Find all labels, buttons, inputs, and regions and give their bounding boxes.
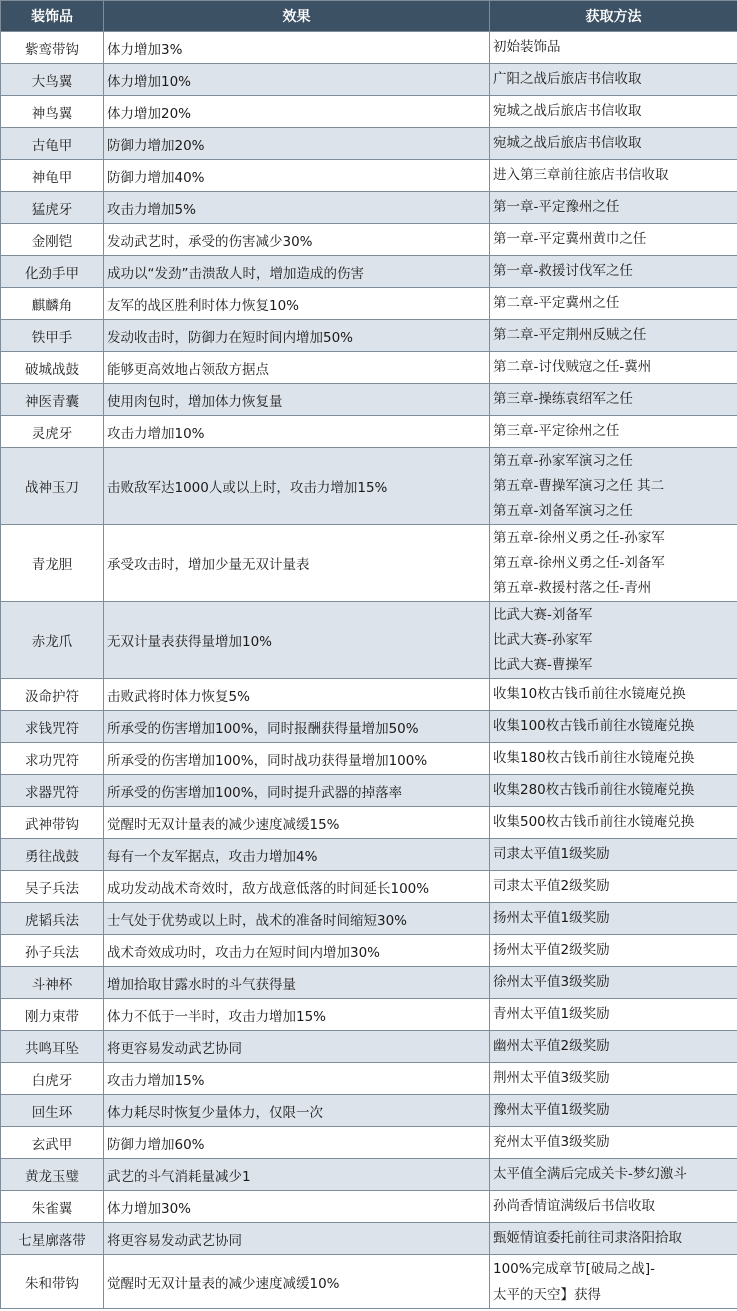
accessory-name: 神医青囊 xyxy=(1,384,104,416)
source-line: 第五章-曹操军演习之任 其二 xyxy=(493,477,665,494)
source-line: 广阳之战后旅店书信收取 xyxy=(493,71,642,87)
accessory-name: 求钱咒符 xyxy=(1,711,104,743)
source-line: 扬州太平值1级奖励 xyxy=(493,910,610,926)
table-row xyxy=(1,525,737,602)
accessory-source xyxy=(490,192,737,224)
accessory-name: 灵虎牙 xyxy=(1,416,104,448)
source-line: 收集180枚古钱币前往水镜庵兑换 xyxy=(493,750,695,766)
accessory-effect: 每有一个友军据点，攻击力增加4% xyxy=(104,839,490,871)
source-line: 100%完成章节[破局之战]- xyxy=(493,1260,655,1277)
table-row xyxy=(1,807,737,839)
accessory-source xyxy=(490,839,737,871)
table-row xyxy=(1,160,737,192)
accessory-source xyxy=(490,775,737,807)
source-line: 收集100枚古钱币前往水镜庵兑换 xyxy=(493,718,695,734)
source-line: 第二章-讨伐贼寇之任-冀州 xyxy=(493,359,652,375)
table-row xyxy=(1,192,737,224)
source-line: 第二章-平定荆州反贼之任 xyxy=(493,327,647,343)
accessory-name: 猛虎牙 xyxy=(1,192,104,224)
accessory-effect: 觉醒时无双计量表的减少速度减缓15% xyxy=(104,807,490,839)
accessory-effect: 击败武将时体力恢复5% xyxy=(104,679,490,711)
table-row xyxy=(1,775,737,807)
accessory-effect: 增加拾取甘露水时的斗气获得量 xyxy=(104,967,490,999)
accessory-effect: 使用肉包时，增加体力恢复量 xyxy=(104,384,490,416)
source-line: 青州太平值1级奖励 xyxy=(493,1006,610,1022)
table-row xyxy=(1,32,737,64)
accessory-effect: 所承受的伤害增加100%，同时提升武器的掉落率 xyxy=(104,775,490,807)
accessory-name: 求功咒符 xyxy=(1,743,104,775)
accessory-effect: 发动收击时，防御力在短时间内增加50% xyxy=(104,320,490,352)
accessory-source xyxy=(490,903,737,935)
accessory-effect: 所承受的伤害增加100%，同时战功获得量增加100% xyxy=(104,743,490,775)
header-source: 获取方法 xyxy=(490,1,737,32)
accessory-name: 斗神杯 xyxy=(1,967,104,999)
accessory-source xyxy=(490,96,737,128)
accessory-source xyxy=(490,935,737,967)
accessory-name: 铁甲手 xyxy=(1,320,104,352)
table-row xyxy=(1,1223,737,1255)
source-line: 第三章-操练袁绍军之任 xyxy=(493,391,633,407)
accessory-effect: 将更容易发动武艺协同 xyxy=(104,1223,490,1255)
source-line: 第二章-平定冀州之任 xyxy=(493,295,620,311)
source-line: 收集10枚古钱币前往水镜庵兑换 xyxy=(493,686,686,702)
accessory-name: 吴子兵法 xyxy=(1,871,104,903)
source-line: 孙尚香情谊满级后书信收取 xyxy=(493,1198,655,1214)
table-row xyxy=(1,679,737,711)
accessory-effect: 体力增加20% xyxy=(104,96,490,128)
source-line: 宛城之战后旅店书信收取 xyxy=(493,103,642,119)
accessory-source xyxy=(490,448,737,525)
accessory-effect: 发动武艺时，承受的伤害减少30% xyxy=(104,224,490,256)
accessory-effect: 攻击力增加10% xyxy=(104,416,490,448)
accessory-name: 白虎牙 xyxy=(1,1063,104,1095)
accessory-effect: 能够更高效地占领敌方据点 xyxy=(104,352,490,384)
source-line: 司隶太平值1级奖励 xyxy=(493,846,610,862)
source-line: 比武大赛-孙家军 xyxy=(493,631,593,648)
source-line: 比武大赛-曹操军 xyxy=(493,656,593,673)
accessory-effect: 体力不低于一半时，攻击力增加15% xyxy=(104,999,490,1031)
accessory-effect: 士气处于优势或以上时，战术的准备时间缩短30% xyxy=(104,903,490,935)
source-line: 徐州太平值3级奖励 xyxy=(493,974,610,990)
accessory-name: 紫鸾带钩 xyxy=(1,32,104,64)
accessory-name: 刚力束带 xyxy=(1,999,104,1031)
accessory-source xyxy=(490,320,737,352)
accessory-source xyxy=(490,1063,737,1095)
accessory-source xyxy=(490,743,737,775)
accessory-effect: 击败敌军达1000人或以上时，攻击力增加15% xyxy=(104,448,490,525)
accessory-effect: 体力增加10% xyxy=(104,64,490,96)
accessory-source xyxy=(490,999,737,1031)
accessory-effect: 攻击力增加15% xyxy=(104,1063,490,1095)
table-row xyxy=(1,903,737,935)
accessory-effect: 防御力增加40% xyxy=(104,160,490,192)
accessory-source xyxy=(490,256,737,288)
source-line: 豫州太平值1级奖励 xyxy=(493,1102,610,1118)
accessory-source xyxy=(490,384,737,416)
table-row xyxy=(1,1031,737,1063)
accessory-effect: 成功发动战术奇效时，敌方战意低落的时间延长100% xyxy=(104,871,490,903)
accessory-name: 玄武甲 xyxy=(1,1127,104,1159)
accessory-effect: 体力增加30% xyxy=(104,1191,490,1223)
accessory-name: 孙子兵法 xyxy=(1,935,104,967)
table-row xyxy=(1,935,737,967)
source-line: 比武大赛-刘备军 xyxy=(493,606,593,623)
accessory-source xyxy=(490,967,737,999)
accessory-source xyxy=(490,160,737,192)
table-body xyxy=(1,32,737,1309)
accessory-source xyxy=(490,807,737,839)
accessory-source xyxy=(490,711,737,743)
table-row xyxy=(1,96,737,128)
accessory-name: 朱和带钩 xyxy=(1,1255,104,1309)
accessory-name: 虎韬兵法 xyxy=(1,903,104,935)
accessory-name: 古龟甲 xyxy=(1,128,104,160)
accessory-name: 共鸣耳坠 xyxy=(1,1031,104,1063)
table-row xyxy=(1,871,737,903)
table-row xyxy=(1,602,737,679)
accessory-name: 黄龙玉璧 xyxy=(1,1159,104,1191)
accessory-name: 回生环 xyxy=(1,1095,104,1127)
accessory-source xyxy=(490,1031,737,1063)
table-row xyxy=(1,1159,737,1191)
accessory-source xyxy=(490,1127,737,1159)
source-line: 宛城之战后旅店书信收取 xyxy=(493,135,642,151)
accessory-source xyxy=(490,1255,737,1309)
accessory-source xyxy=(490,416,737,448)
header-accessory: 装饰品 xyxy=(1,1,104,32)
accessory-effect: 武艺的斗气消耗量减少1 xyxy=(104,1159,490,1191)
table-row xyxy=(1,384,737,416)
accessory-effect: 防御力增加20% xyxy=(104,128,490,160)
accessory-effect: 攻击力增加5% xyxy=(104,192,490,224)
accessory-effect: 将更容易发动武艺协同 xyxy=(104,1031,490,1063)
table-row xyxy=(1,1255,737,1309)
accessory-name: 大鸟翼 xyxy=(1,64,104,96)
table-row xyxy=(1,967,737,999)
accessory-source xyxy=(490,602,737,679)
accessory-effect: 无双计量表获得量增加10% xyxy=(104,602,490,679)
accessory-source xyxy=(490,224,737,256)
header-row xyxy=(1,1,737,32)
accessory-effect: 战术奇效成功时，攻击力在短时间内增加30% xyxy=(104,935,490,967)
accessory-effect: 体力耗尽时恢复少量体力，仅限一次 xyxy=(104,1095,490,1127)
accessory-name: 化劲手甲 xyxy=(1,256,104,288)
table-row xyxy=(1,743,737,775)
source-line: 第一章-救援讨伐军之任 xyxy=(493,263,633,279)
accessory-name: 战神玉刀 xyxy=(1,448,104,525)
accessory-source xyxy=(490,32,737,64)
table-row xyxy=(1,1063,737,1095)
table-row xyxy=(1,1127,737,1159)
source-line: 第五章-徐州义勇之任-刘备军 xyxy=(493,554,665,571)
table-row xyxy=(1,256,737,288)
table-row xyxy=(1,711,737,743)
source-line: 第五章-徐州义勇之任-孙家军 xyxy=(493,529,665,546)
source-line: 扬州太平值2级奖励 xyxy=(493,942,610,958)
source-line: 初始装饰品 xyxy=(493,39,561,55)
accessory-name: 勇往战鼓 xyxy=(1,839,104,871)
accessory-source xyxy=(490,64,737,96)
accessory-name: 朱雀翼 xyxy=(1,1191,104,1223)
accessory-effect: 所承受的伤害增加100%，同时报酬获得量增加50% xyxy=(104,711,490,743)
source-line: 司隶太平值2级奖励 xyxy=(493,878,610,894)
table-row xyxy=(1,128,737,160)
table-row xyxy=(1,839,737,871)
accessory-effect: 觉醒时无双计量表的减少速度减缓10% xyxy=(104,1255,490,1309)
accessory-name: 赤龙爪 xyxy=(1,602,104,679)
accessory-name: 求器咒符 xyxy=(1,775,104,807)
accessory-name: 七星廓落带 xyxy=(1,1223,104,1255)
table-row xyxy=(1,64,737,96)
accessory-source xyxy=(490,352,737,384)
accessory-effect: 防御力增加60% xyxy=(104,1127,490,1159)
accessory-source xyxy=(490,525,737,602)
table-row xyxy=(1,320,737,352)
accessory-source xyxy=(490,871,737,903)
accessory-name: 麒麟角 xyxy=(1,288,104,320)
accessory-name: 破城战鼓 xyxy=(1,352,104,384)
source-line: 甄姬情谊委托前往司隶洛阳拾取 xyxy=(493,1230,682,1246)
source-line: 第三章-平定徐州之任 xyxy=(493,423,620,439)
source-line: 太平的天空】获得 xyxy=(493,1286,601,1303)
source-line: 收集500枚古钱币前往水镜庵兑换 xyxy=(493,814,695,830)
accessory-source xyxy=(490,1159,737,1191)
table-row xyxy=(1,1191,737,1223)
table-row xyxy=(1,416,737,448)
accessory-name: 金刚铠 xyxy=(1,224,104,256)
accessory-effect: 成功以“发劲”击溃敌人时，增加造成的伤害 xyxy=(104,256,490,288)
table-row xyxy=(1,288,737,320)
source-line: 幽州太平值2级奖励 xyxy=(493,1038,610,1054)
source-line: 第五章-孙家军演习之任 xyxy=(493,452,633,469)
source-line: 荆州太平值3级奖励 xyxy=(493,1070,610,1086)
accessory-source xyxy=(490,1223,737,1255)
accessory-source xyxy=(490,1191,737,1223)
table-row xyxy=(1,224,737,256)
table-row xyxy=(1,352,737,384)
header-effect: 效果 xyxy=(104,1,490,32)
source-line: 太平值全满后完成关卡-梦幻激斗 xyxy=(493,1166,687,1182)
source-line: 收集280枚古钱币前往水镜庵兑换 xyxy=(493,782,695,798)
accessory-effect: 体力增加3% xyxy=(104,32,490,64)
accessory-name: 神龟甲 xyxy=(1,160,104,192)
source-line: 第一章-平定豫州之任 xyxy=(493,199,620,215)
accessory-effect: 承受攻击时，增加少量无双计量表 xyxy=(104,525,490,602)
accessory-source xyxy=(490,128,737,160)
table-row xyxy=(1,999,737,1031)
table-row xyxy=(1,1095,737,1127)
source-line: 第五章-救援村落之任-青州 xyxy=(493,579,652,596)
source-line: 第五章-刘备军演习之任 xyxy=(493,502,633,519)
accessory-name: 汲命护符 xyxy=(1,679,104,711)
accessory-name: 神鸟翼 xyxy=(1,96,104,128)
accessory-name: 武神带钩 xyxy=(1,807,104,839)
source-line: 进入第三章前往旅店书信收取 xyxy=(493,167,669,183)
accessory-name: 青龙胆 xyxy=(1,525,104,602)
accessory-effect: 友军的战区胜利时体力恢复10% xyxy=(104,288,490,320)
source-line: 兖州太平值3级奖励 xyxy=(493,1134,610,1150)
accessory-source xyxy=(490,679,737,711)
accessory-source xyxy=(490,288,737,320)
accessory-source xyxy=(490,1095,737,1127)
table-row xyxy=(1,448,737,525)
source-line: 第一章-平定冀州黄巾之任 xyxy=(493,231,647,247)
